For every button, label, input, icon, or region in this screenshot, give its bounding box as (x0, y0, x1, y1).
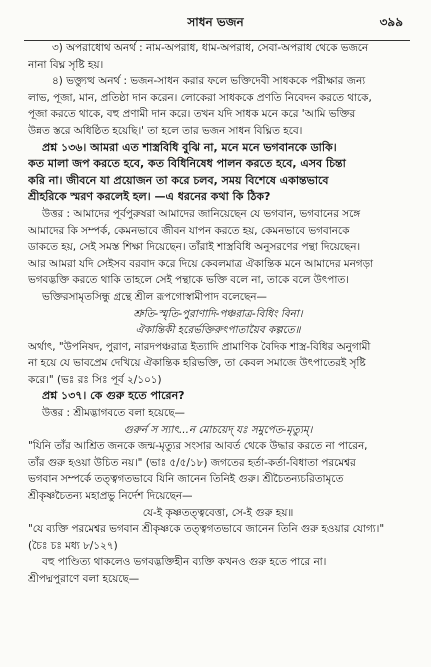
text-line: কত মালা জপ করতে হবে, কত বিধিনিষেধ পালন করতে হবে, এসব চিন্তা (28, 157, 346, 171)
text-line: শ্রীপদ্মপুরাণে বলা হয়েছে— (28, 573, 140, 585)
text-line: শ্রুতি-স্মৃতি-পুরাণাদি-পঞ্চরাত্র-বিধিং বিনা। (133, 307, 303, 320)
running-title: সাধন ভজন (187, 15, 244, 29)
text-line: নানা বিঘ্ন সৃষ্টি হয়। (28, 58, 104, 71)
page-header (0, 10, 431, 32)
text-line: ডাকতে হয়, সেই সমস্ত শিক্ষা দিয়েছেন। তাঁরাই শাস্ত্রবিধি অনুসরণের পন্থা দিয়েছেন। (28, 241, 361, 254)
text-line: শ্রীহরিকে স্মরণ করলেই হল। —এ ধরনের কথা কি ঠিক? (28, 190, 271, 204)
text-line: আর আমরা যদি সেইসব বরবাদ করে দিয়ে কেবলমাত্র ঐকান্তিক মনে আমাদের মনগড়া (28, 257, 374, 270)
text-line: প্রশ্ন ১৩৭। কে গুরু হতে পারেন? (42, 389, 185, 403)
text-line: লাভ, পূজা, মান, প্রতিষ্ঠা দান করেন। লোকেরা সাধককে প্রণতি নিবেদন করতে থাকে, (28, 91, 372, 104)
text-line: শ্রীকৃষ্ণচৈতন্য মহাপ্রভু নির্দেশ দিয়েছেন— (28, 490, 193, 503)
text-line: ৪) ভক্ত্যুত্থ অনর্থ : ভজন-সাধন করার ফলে ভক্তিদেবী সাধককে পরীক্ষার জন্য (52, 75, 366, 88)
text-line: (চৈঃ চঃ মধ্য ৮/১২৭) (28, 539, 118, 552)
text-line: প্রশ্ন ১৩৬। আমরা এত শাস্ত্রবিধি বুঝি না, মনে মনে ভগবানকে ডাকি। (42, 140, 337, 154)
text-line: যে-ই কৃষ্ণতত্ত্ববেত্তা, সে-ই গুরু হয়॥ (142, 506, 294, 519)
text-line: গুরুর্ন স স্যাৎ...ন মোচয়েদ্ যঃ সমুপেত-মৃত্যুম্। (123, 423, 313, 436)
text-line: ঐকান্তিকী হরের্ভক্তিরুৎপাতায়ৈব কল্পতে॥ (135, 324, 301, 337)
text-line: করে।" (ভঃ রঃ সিঃ পূর্ব ২/১০১) (28, 373, 162, 386)
text-line: উত্তর : শ্রীমদ্ভাগবতে বলা হয়েছে— (42, 407, 185, 420)
text-line: না হয়ে যে ভাবপ্রেম দেখিয়ে ঐকান্তিক হরিভক্তি, তা কেবল সমাজে উৎপাতেরই সৃষ্টি (28, 357, 366, 370)
text-line: ভগবান সম্পর্কে তত্ত্বগতভাবে যিনি জানেন তিনিই গুরু। শ্রীচৈতন্যচরিতামৃতে (28, 473, 344, 486)
text-line: "যে ব্যক্তি পরমেশ্বর ভগবান শ্রীকৃষ্ণকে তত্ত্বগতভাবে জানেন তিনি গুরু হওয়ার যোগ্য।" (28, 523, 385, 536)
page-number: ৩৯৯ (379, 15, 403, 29)
text-line: "যিনি তাঁর আশ্রিত জনকে জন্ম-মৃত্যুর সংসার আবর্ত থেকে উদ্ধার করতে না পারেন, (28, 440, 368, 453)
text-line: অর্থাৎ, "উপনিষদ, পুরাণ, নারদপঞ্চরাত্র ইত্যাদি প্রামাণিক বৈদিক শাস্ত্র-বিধির অনুগামী (28, 340, 371, 353)
text-line: ভক্তিরসামৃতসিন্ধু গ্রন্থে শ্রীল রূপগোস্বামীপাদ বলেছেন— (42, 290, 267, 303)
text-line: করি না। জীবনে যা প্রয়োজন তা করে চলব, সময় বিশেষে একান্তভাবে (28, 173, 329, 187)
text-line: উত্তর : আমাদের পূর্বপুরুষরা আমাদের জানিয়েছেন যে ভগবান, ভগবানের সঙ্গে (42, 207, 361, 220)
text-line: পূজা করতে থাকে, বহু প্রণামী দান করে। তখন যদি সাধক মনে করে 'আমি ভক্তির (28, 108, 356, 121)
text-line: বহু পাণ্ডিত্য থাকলেও ভগবদ্ভক্তিহীন ব্যক্তি কখনও গুরু হতে পারে না। (42, 556, 327, 569)
page-body (28, 40, 408, 588)
text-line: ৩) অপরাধোথ অনর্থ : নাম-অপরাধ, ধাম-অপরাধ, সেবা-অপরাধ থেকে ভজনে (52, 42, 369, 54)
text-line: উন্নত স্তরে অধিষ্ঠিত হয়েছি।' তা হলে তার ভজন সাধন বিঘ্নিত হবে। (28, 124, 303, 137)
text-line: ভগবদ্ভক্তি করতে থাকি তাহলে সেই পন্থাকে ভক্তি বলে না, তাকে বলে উৎপাত। (28, 274, 349, 287)
text-line: তাঁর গুরু হওয়া উচিত নয়।" (ভাঃ ৫/৫/১৮) জগতের হর্তা-কর্তা-বিধাতা পরমেশ্বর (28, 456, 356, 469)
text-line: আমাদের কি সম্পর্ক, কেমনভাবে জীবন যাপন করতে হয়, কেমনভাবে ভগবানকে (28, 224, 350, 237)
